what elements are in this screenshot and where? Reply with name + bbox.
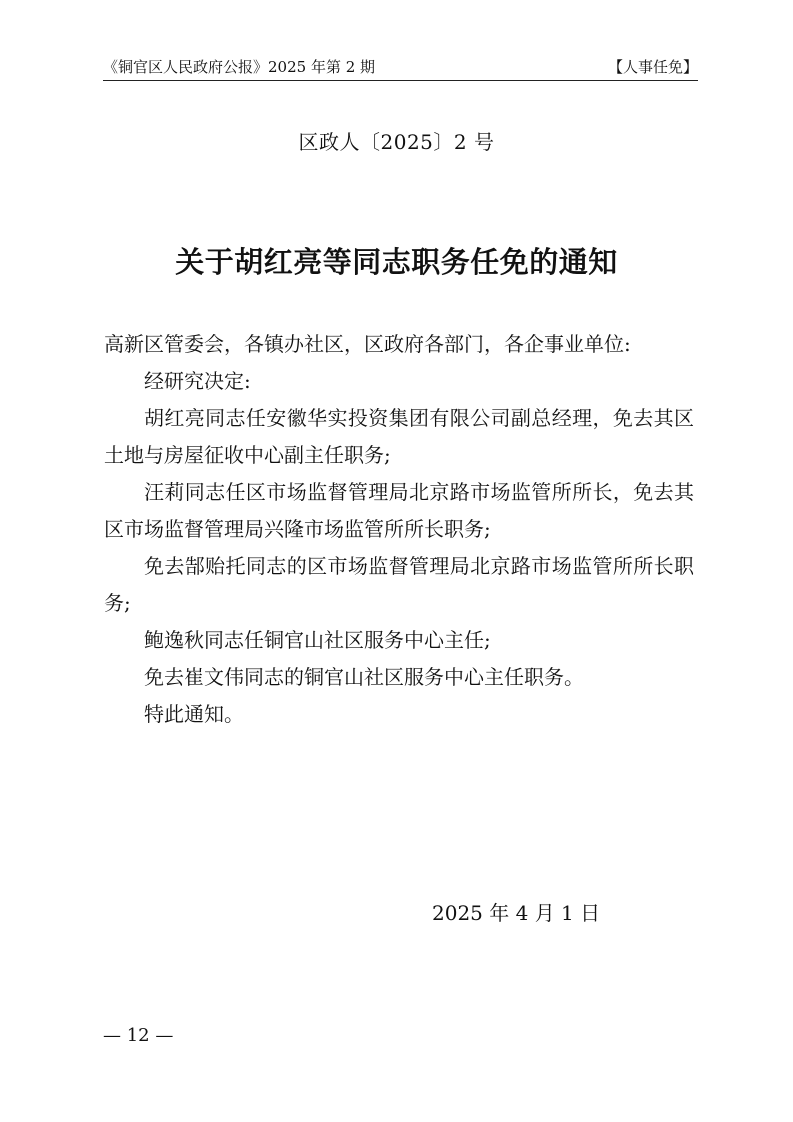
paragraph-appointment-2: 汪莉同志任区市场监督管理局北京路市场监管所所长，免去其区市场监督管理局兴隆市场监管所所长职务; <box>104 480 694 541</box>
publication-title: 《铜官区人民政府公报》2025 年第 2 期 <box>103 58 376 76</box>
paragraph-closing: 特此通知。 <box>144 702 244 726</box>
page-header <box>103 54 698 81</box>
page-number: — 12 — <box>103 1025 174 1046</box>
paragraph-removal-1: 免去郜贻托同志的区市场监督管理局北京路市场监管所所长职务; <box>104 554 694 615</box>
paragraph-appointment-1: 胡红亮同志任安徽华实投资集团有限公司副总经理，免去其区土地与房屋征收中心副主任职务; <box>104 406 694 467</box>
document-title: 关于胡红亮等同志职务任免的通知 <box>175 245 618 279</box>
paragraph-appointment-3: 鲍逸秋同志任铜官山社区服务中心主任; <box>144 628 491 652</box>
paragraph-removal-2: 免去崔文伟同志的铜官山社区服务中心主任职务。 <box>144 665 584 689</box>
document-number: 区政人〔2025〕2 号 <box>298 130 495 154</box>
paragraph-decision-intro: 经研究决定: <box>144 369 251 393</box>
document-body <box>104 326 694 733</box>
section-label: 【人事任免】 <box>607 58 698 76</box>
document-date: 2025 年 4 月 1 日 <box>432 901 601 925</box>
addressee: 高新区管委会，各镇办社区，区政府各部门，各企事业单位: <box>104 332 631 356</box>
